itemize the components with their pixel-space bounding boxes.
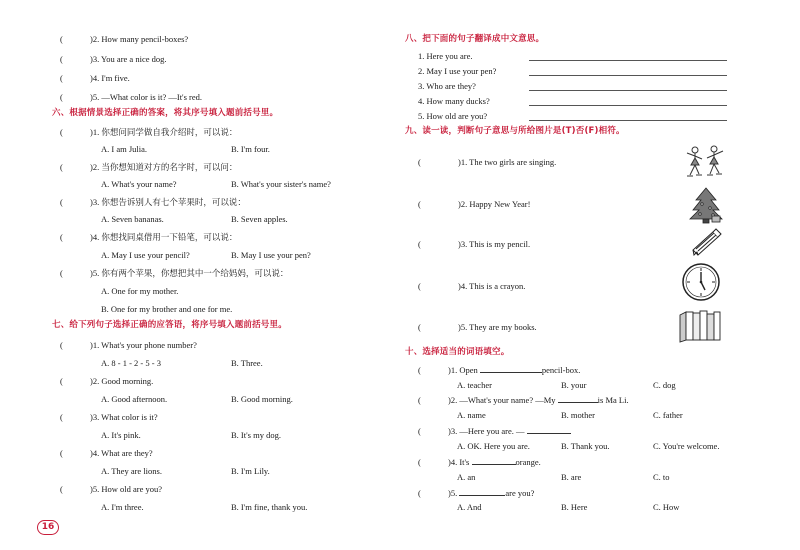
s10-question-1: ( )1. Open pencil-box.	[418, 365, 581, 375]
s8-sentence-1: 1. Here you are.	[418, 51, 473, 61]
s7-question-3: ( )3. What color is it?	[60, 412, 158, 422]
intro-item-text: )3. You are a nice dog.	[90, 54, 167, 64]
s7-q3-option-b: B. It's my dog.	[231, 430, 281, 440]
s10-q4-option-c: C. to	[653, 472, 670, 482]
s10-q4-option-b: B. are	[561, 472, 582, 482]
s9-item-4: ( )4. This is a crayon.	[418, 281, 526, 291]
s9-item-5: ( )5. They are my books.	[418, 322, 537, 332]
intro-item-text: )5. —What color is it? —It's red.	[90, 92, 203, 102]
s6-q5-option-b: B. One for my brother and one for me.	[101, 304, 233, 314]
section-6-title: 六、根据情景选择正确的答案，将其序号填入题前括号里。	[52, 108, 279, 118]
section-10-title: 十、选择适当的词语填空。	[405, 347, 510, 357]
s10-q4-blank[interactable]	[472, 456, 516, 465]
intro-item-text: )4. I'm five.	[90, 73, 130, 83]
s9-item-2: ( )2. Happy New Year!	[418, 199, 531, 209]
intro-item-4: ( )4. I'm five.	[60, 73, 130, 83]
s10-q2-option-a: A. name	[457, 410, 486, 420]
section-8-title: 八、把下面的句子翻译成中文意思。	[405, 34, 545, 44]
s10-question-5: ( )5. are you?	[418, 488, 535, 498]
s10-q1-option-b: B. your	[561, 380, 587, 390]
s8-sentence-5: 5. How old are you?	[418, 111, 488, 121]
s8-sentence-2: 2. May I use your pen?	[418, 66, 497, 76]
s8-answer-line-3[interactable]	[529, 90, 727, 91]
s9-item-3: ( )3. This is my pencil.	[418, 239, 531, 249]
s8-answer-line-4[interactable]	[529, 105, 727, 106]
section-9-title: 九、读一读，判断句子意思与所给图片是(T)否(F)相符。	[405, 126, 625, 136]
s10-q5-blank[interactable]	[459, 487, 505, 496]
s10-q4-option-a: A. an	[457, 472, 476, 482]
s8-sentence-4: 4. How many ducks?	[418, 96, 490, 106]
page-number: 16	[37, 520, 59, 535]
s7-question-5: ( )5. How old are you?	[60, 484, 162, 494]
s10-q1-option-a: A. teacher	[457, 380, 492, 390]
intro-item-text: )2. How many pencil-boxes?	[90, 34, 189, 44]
s7-question-1: ( )1. What's your phone number?	[60, 340, 197, 350]
s7-q1-option-b: B. Three.	[231, 358, 263, 368]
s10-q3-option-c: C. You're welcome.	[653, 441, 720, 451]
s6-question-5: ( )5. 你有两个苹果，你想把其中一个给妈妈，可以说：	[60, 268, 289, 278]
s10-q3-option-b: B. Thank you.	[561, 441, 610, 451]
s10-q3-option-a: A. OK. Here you are.	[457, 441, 530, 451]
s10-q5-option-c: C. How	[653, 502, 680, 512]
s7-q2-option-a: A. Good afternoon.	[101, 394, 168, 404]
clock-picture	[681, 262, 721, 302]
s7-q3-option-a: A. It's pink.	[101, 430, 141, 440]
s8-answer-line-2[interactable]	[529, 75, 727, 76]
s10-q5-option-b: B. Here	[561, 502, 588, 512]
s7-q2-option-b: B. Good morning.	[231, 394, 293, 404]
s6-q5-option-a: A. One for my mother.	[101, 286, 179, 296]
intro-item-5: ( )5. —What color is it? —It's red.	[60, 92, 203, 102]
s6-q2-option-b: B. What's your sister's name?	[231, 179, 331, 189]
s7-question-2: ( )2. Good morning.	[60, 376, 154, 386]
s6-question-3: ( )3. 你想告诉别人有七个苹果时，可以说：	[60, 197, 246, 207]
s10-q1-option-c: C. dog	[653, 380, 676, 390]
s6-q3-option-a: A. Seven bananas.	[101, 214, 164, 224]
s7-q4-option-b: B. I'm Lily.	[231, 466, 270, 476]
s7-q4-option-a: A. They are lions.	[101, 466, 162, 476]
s7-q1-option-a: A. 8 - 1 - 2 - 5 - 3	[101, 358, 161, 368]
books-picture	[677, 307, 723, 343]
s6-question-1: ( )1. 你想问同学做自我介绍时，可以说：	[60, 127, 238, 137]
two-girls-skating-picture	[683, 143, 729, 181]
s10-q3-blank[interactable]	[527, 425, 571, 434]
s6-q4-option-b: B. May I use your pen?	[231, 250, 311, 260]
s6-q3-option-b: B. Seven apples.	[231, 214, 288, 224]
s8-sentence-3: 3. Who are they?	[418, 81, 476, 91]
s10-q2-blank[interactable]	[558, 394, 598, 403]
s6-q2-option-a: A. What's your name?	[101, 179, 177, 189]
s10-q2-option-b: B. mother	[561, 410, 595, 420]
s7-q5-option-a: A. I'm three.	[101, 502, 144, 512]
s9-item-1: ( )1. The two girls are singing.	[418, 157, 557, 167]
s10-question-2: ( )2. —What's your name? —My is Ma Li.	[418, 395, 629, 405]
intro-item-3: ( )3. You are a nice dog.	[60, 54, 167, 64]
s8-answer-line-5[interactable]	[529, 120, 727, 121]
s10-question-3: ( )3. —Here you are. —	[418, 425, 571, 437]
s10-q5-option-a: A. And	[457, 502, 482, 512]
s7-q5-option-b: B. I'm fine, thank you.	[231, 502, 308, 512]
s6-q1-option-a: A. I am Julia.	[101, 144, 148, 154]
pencil-picture	[691, 228, 723, 256]
s6-question-2: ( )2. 当你想知道对方的名字时，可以问：	[60, 162, 238, 172]
s10-question-4: ( )4. It's orange.	[418, 457, 541, 467]
s10-q1-blank[interactable]	[480, 364, 542, 373]
s6-q1-option-b: B. I'm four.	[231, 144, 270, 154]
s10-q2-option-c: C. father	[653, 410, 683, 420]
section-7-title: 七、给下列句子选择正确的应答语，将序号填入题前括号里。	[52, 320, 287, 330]
s6-question-4: ( )4. 你想找同桌借用一下铅笔，可以说：	[60, 232, 238, 242]
s7-question-4: ( )4. What are they?	[60, 448, 153, 458]
intro-item-2: ( )2. How many pencil-boxes?	[60, 34, 189, 44]
s6-q4-option-a: A. May I use your pencil?	[101, 250, 190, 260]
christmas-tree-picture	[688, 186, 724, 224]
s8-answer-line-1[interactable]	[529, 60, 727, 61]
